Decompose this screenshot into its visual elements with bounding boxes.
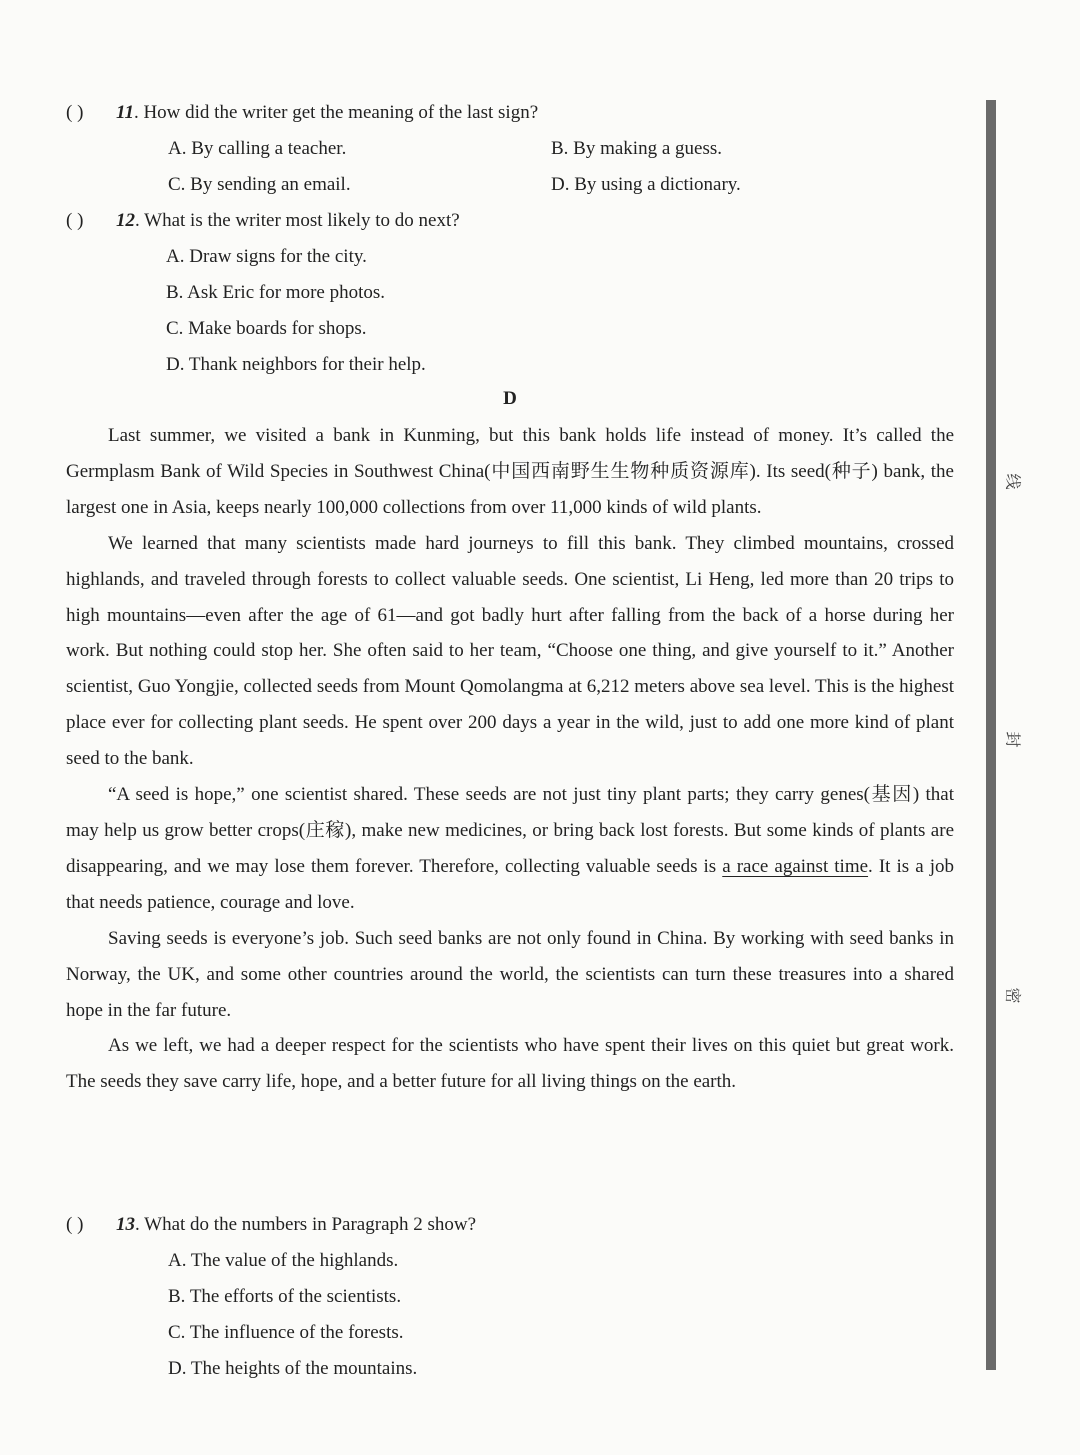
answer-blank[interactable]: ( )	[66, 102, 84, 123]
option-c: C. The influence of the forests.	[168, 1322, 404, 1343]
question-text: . What is the writer most likely to do next?	[135, 210, 460, 231]
question-12	[66, 209, 460, 233]
section-title: D	[503, 388, 517, 409]
underlined-phrase: a race against time	[722, 855, 869, 877]
option-a: A. By calling a teacher.	[168, 138, 347, 159]
paragraph-3: “A seed is hope,” one scientist shared. These seeds are not just tiny plant parts; they carry genes(基因) that may help us grow better crops(庄稼), make new medicines, or bring back lost forests. But some kinds of plants are disappearing, and we may lose them forever. Therefore, collecting valuable seeds is a race against time. It is a job that needs patience, courage and love.	[66, 784, 954, 913]
question-11	[66, 101, 538, 125]
question-13	[66, 1213, 476, 1237]
option-d: D. Thank neighbors for their help.	[166, 354, 426, 375]
paragraph-1: Last summer, we visited a bank in Kunming, but this bank holds life instead of money. It’s called the Germplasm Bank of Wild Species in Southwest China(中国西南野生生物种质资源库). Its seed(种子) bank, the largest one in Asia, keeps nearly 100,000 collections from over 11,000 kinds of wild plants.	[66, 425, 954, 518]
paragraph-2: We learned that many scientists made hard journeys to fill this bank. They climbed mountains, crossed highlands, and traveled through forests to collect valuable seeds. One scientist, Li Heng, led more than 20 trips to high mountains—even after the age of 61—and got badly hurt after falling from the back of a horse during her work. But nothing could stop her. She often said to her team, “Choose one thing, and give yourself to it.” Another scientist, Guo Yongjie, collected seeds from Mount Qomolangma at 6,212 meters above sea level. This is the highest place ever for collecting plant seeds. He spent over 200 days a year in the wild, just to add one more kind of plant seed to the bank.	[66, 532, 954, 770]
question-text: . How did the writer get the meaning of the last sign?	[133, 102, 539, 123]
question-number: 13	[116, 1214, 135, 1235]
binding-margin-bar	[986, 100, 996, 1370]
option-c: C. Make boards for shops.	[166, 318, 367, 339]
paragraph-4: Saving seeds is everyone’s job. Such seed banks are not only found in China. By working with seed banks in Norway, the UK, and some other countries around the world, the scientists can turn these treasures into a shared hope in the far future.	[66, 927, 954, 1021]
answer-blank[interactable]: ( )	[66, 1214, 84, 1235]
option-d: D. The heights of the mountains.	[168, 1358, 418, 1379]
question-number: 11	[116, 102, 134, 123]
margin-label-feng: 封	[1003, 731, 1023, 748]
option-d: D. By using a dictionary.	[551, 174, 741, 195]
margin-label-xian: 线	[1003, 473, 1023, 490]
answer-blank[interactable]: ( )	[66, 210, 84, 231]
reading-passage	[66, 418, 954, 1100]
option-b: B. By making a guess.	[551, 138, 722, 159]
paragraph-5: As we left, we had a deeper respect for the scientists who have spent their lives on this quiet but great work. The seeds they save carry life, hope, and a better future for all living things on the earth.	[66, 1035, 954, 1093]
option-b: B. The efforts of the scientists.	[168, 1286, 402, 1307]
option-a: A. The value of the highlands.	[168, 1250, 399, 1271]
question-number: 12	[116, 210, 135, 231]
option-a: A. Draw signs for the city.	[166, 246, 367, 267]
margin-label-mi: 密	[1003, 987, 1023, 1004]
option-c: C. By sending an email.	[168, 174, 351, 195]
option-b: B. Ask Eric for more photos.	[166, 282, 386, 303]
question-text: . What do the numbers in Paragraph 2 show?	[135, 1214, 477, 1235]
